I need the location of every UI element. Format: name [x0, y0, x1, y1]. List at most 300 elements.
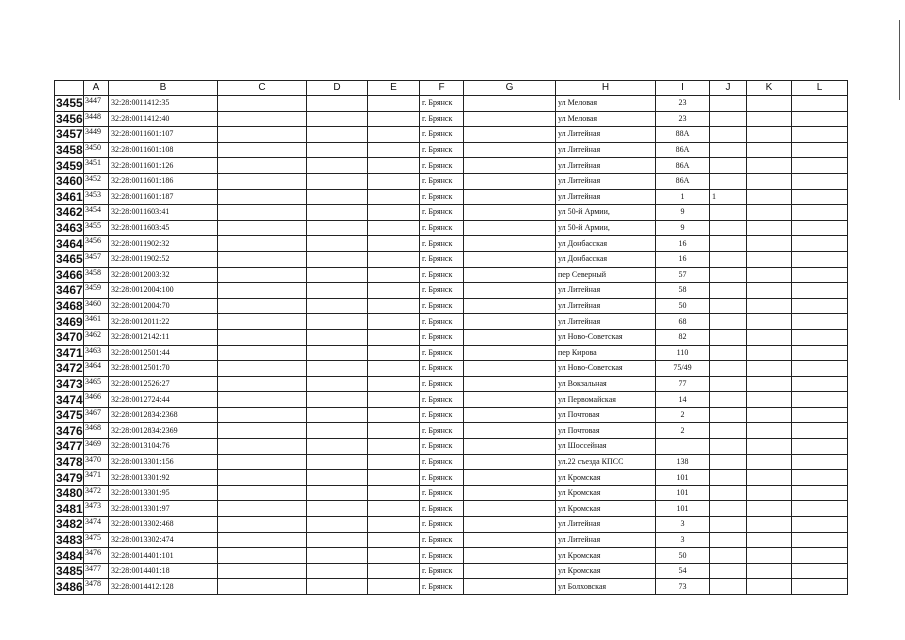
- cell-h-street[interactable]: ул Кромская: [556, 470, 656, 486]
- cell-j[interactable]: [710, 314, 747, 330]
- cell-i-house[interactable]: 88А: [656, 127, 710, 143]
- cell-i-house[interactable]: 101: [656, 485, 710, 501]
- cell-j[interactable]: [710, 236, 747, 252]
- cell-h-street[interactable]: ул Литейная: [556, 173, 656, 189]
- cell-h-street[interactable]: ул Шоссейная: [556, 439, 656, 455]
- cell-k[interactable]: [747, 205, 792, 221]
- cell-c[interactable]: [218, 251, 307, 267]
- column-header-j[interactable]: J: [710, 81, 747, 96]
- cell-l[interactable]: [792, 392, 848, 408]
- cell-j[interactable]: [710, 220, 747, 236]
- cell-f-city[interactable]: г. Брянск: [420, 485, 464, 501]
- cell-j[interactable]: [710, 158, 747, 174]
- cell-e[interactable]: [368, 501, 420, 517]
- cell-g[interactable]: [464, 96, 556, 112]
- cell-h-street[interactable]: ул Кромская: [556, 501, 656, 517]
- cell-j[interactable]: [710, 501, 747, 517]
- cell-d[interactable]: [307, 423, 368, 439]
- column-header-c[interactable]: C: [218, 81, 307, 96]
- cell-d[interactable]: [307, 251, 368, 267]
- cell-c[interactable]: [218, 267, 307, 283]
- cell-k[interactable]: [747, 314, 792, 330]
- cell-c[interactable]: [218, 96, 307, 112]
- cell-h-street[interactable]: ул Вокзальная: [556, 376, 656, 392]
- cell-d[interactable]: [307, 361, 368, 377]
- cell-a[interactable]: 3449: [84, 127, 109, 143]
- cell-f-city[interactable]: г. Брянск: [420, 298, 464, 314]
- cell-d[interactable]: [307, 314, 368, 330]
- cell-c[interactable]: [218, 423, 307, 439]
- cell-i-house[interactable]: 101: [656, 470, 710, 486]
- cell-d[interactable]: [307, 563, 368, 579]
- cell-e[interactable]: [368, 96, 420, 112]
- cell-e[interactable]: [368, 423, 420, 439]
- cell-g[interactable]: [464, 283, 556, 299]
- cell-e[interactable]: [368, 470, 420, 486]
- cell-d[interactable]: [307, 127, 368, 143]
- cell-d[interactable]: [307, 392, 368, 408]
- cell-h-street[interactable]: ул Меловая: [556, 111, 656, 127]
- cell-k[interactable]: [747, 439, 792, 455]
- cell-g[interactable]: [464, 376, 556, 392]
- cell-f-city[interactable]: г. Брянск: [420, 501, 464, 517]
- cell-j[interactable]: [710, 454, 747, 470]
- cell-b-cadastral-number[interactable]: 32:28:0013302:468: [109, 517, 218, 533]
- cell-a[interactable]: 3455: [84, 220, 109, 236]
- cell-l[interactable]: [792, 189, 848, 205]
- cell-a[interactable]: 3465: [84, 376, 109, 392]
- cell-a[interactable]: 3462: [84, 329, 109, 345]
- cell-j[interactable]: [710, 96, 747, 112]
- cell-b-cadastral-number[interactable]: 32:28:0013301:97: [109, 501, 218, 517]
- cell-h-street[interactable]: ул Почтовая: [556, 423, 656, 439]
- cell-f-city[interactable]: г. Брянск: [420, 251, 464, 267]
- cell-j[interactable]: [710, 517, 747, 533]
- cell-k[interactable]: [747, 96, 792, 112]
- cell-e[interactable]: [368, 267, 420, 283]
- column-header-g[interactable]: G: [464, 81, 556, 96]
- cell-b-cadastral-number[interactable]: 32:28:0011601:186: [109, 173, 218, 189]
- row-number[interactable]: 3473: [56, 376, 83, 391]
- cell-h-street[interactable]: ул Литейная: [556, 283, 656, 299]
- row-number[interactable]: 3481: [56, 501, 83, 516]
- row-number[interactable]: 3470: [56, 330, 83, 345]
- cell-g[interactable]: [464, 407, 556, 423]
- cell-f-city[interactable]: г. Брянск: [420, 517, 464, 533]
- cell-k[interactable]: [747, 376, 792, 392]
- row-number[interactable]: 3476: [56, 423, 83, 438]
- cell-j[interactable]: [710, 376, 747, 392]
- cell-e[interactable]: [368, 579, 420, 595]
- cell-l[interactable]: [792, 423, 848, 439]
- cell-f-city[interactable]: г. Брянск: [420, 173, 464, 189]
- cell-g[interactable]: [464, 501, 556, 517]
- cell-b-cadastral-number[interactable]: 32:28:0013301:156: [109, 454, 218, 470]
- cell-g[interactable]: [464, 454, 556, 470]
- cell-i-house[interactable]: 77: [656, 376, 710, 392]
- cell-l[interactable]: [792, 501, 848, 517]
- cell-h-street[interactable]: ул Донбасская: [556, 251, 656, 267]
- cell-i-house[interactable]: 16: [656, 251, 710, 267]
- cell-a[interactable]: 3451: [84, 158, 109, 174]
- cell-i-house[interactable]: 23: [656, 96, 710, 112]
- cell-j[interactable]: [710, 283, 747, 299]
- cell-h-street[interactable]: ул Литейная: [556, 158, 656, 174]
- cell-b-cadastral-number[interactable]: 32:28:0011601:108: [109, 142, 218, 158]
- cell-d[interactable]: [307, 173, 368, 189]
- row-number[interactable]: 3462: [56, 205, 83, 220]
- cell-j[interactable]: [710, 532, 747, 548]
- cell-h-street[interactable]: ул Почтовая: [556, 407, 656, 423]
- cell-i-house[interactable]: 68: [656, 314, 710, 330]
- cell-i-house[interactable]: 57: [656, 267, 710, 283]
- cell-l[interactable]: [792, 158, 848, 174]
- cell-k[interactable]: [747, 236, 792, 252]
- column-header-d[interactable]: D: [307, 81, 368, 96]
- cell-b-cadastral-number[interactable]: 32:28:0014401:18: [109, 563, 218, 579]
- cell-h-street[interactable]: ул Кромская: [556, 485, 656, 501]
- cell-c[interactable]: [218, 142, 307, 158]
- cell-f-city[interactable]: г. Брянск: [420, 189, 464, 205]
- cell-i-house[interactable]: 75/49: [656, 361, 710, 377]
- cell-g[interactable]: [464, 470, 556, 486]
- cell-h-street[interactable]: ул 50-й Армии,: [556, 220, 656, 236]
- cell-k[interactable]: [747, 454, 792, 470]
- cell-d[interactable]: [307, 189, 368, 205]
- cell-f-city[interactable]: г. Брянск: [420, 439, 464, 455]
- cell-i-house[interactable]: 2: [656, 407, 710, 423]
- cell-k[interactable]: [747, 251, 792, 267]
- cell-c[interactable]: [218, 298, 307, 314]
- cell-f-city[interactable]: г. Брянск: [420, 127, 464, 143]
- cell-a[interactable]: 3477: [84, 563, 109, 579]
- cell-h-street[interactable]: ул Литейная: [556, 532, 656, 548]
- cell-b-cadastral-number[interactable]: 32:28:0013301:92: [109, 470, 218, 486]
- cell-g[interactable]: [464, 142, 556, 158]
- cell-a[interactable]: 3466: [84, 392, 109, 408]
- cell-k[interactable]: [747, 470, 792, 486]
- cell-i-house[interactable]: 9: [656, 205, 710, 221]
- cell-g[interactable]: [464, 251, 556, 267]
- cell-f-city[interactable]: г. Брянск: [420, 392, 464, 408]
- cell-c[interactable]: [218, 158, 307, 174]
- cell-b-cadastral-number[interactable]: 32:28:0011412:40: [109, 111, 218, 127]
- cell-l[interactable]: [792, 111, 848, 127]
- cell-f-city[interactable]: г. Брянск: [420, 423, 464, 439]
- cell-e[interactable]: [368, 158, 420, 174]
- cell-b-cadastral-number[interactable]: 32:28:0014401:101: [109, 548, 218, 564]
- cell-h-street[interactable]: ул Кромская: [556, 563, 656, 579]
- cell-l[interactable]: [792, 283, 848, 299]
- cell-a[interactable]: 3474: [84, 517, 109, 533]
- cell-d[interactable]: [307, 329, 368, 345]
- cell-i-house[interactable]: 54: [656, 563, 710, 579]
- cell-b-cadastral-number[interactable]: 32:28:0013301:95: [109, 485, 218, 501]
- cell-a[interactable]: 3472: [84, 485, 109, 501]
- cell-b-cadastral-number[interactable]: 32:28:0012142:11: [109, 329, 218, 345]
- cell-j[interactable]: [710, 111, 747, 127]
- cell-j[interactable]: [710, 251, 747, 267]
- cell-l[interactable]: [792, 563, 848, 579]
- cell-c[interactable]: [218, 548, 307, 564]
- cell-j[interactable]: [710, 345, 747, 361]
- cell-g[interactable]: [464, 329, 556, 345]
- cell-b-cadastral-number[interactable]: 32:28:0011902:32: [109, 236, 218, 252]
- cell-e[interactable]: [368, 392, 420, 408]
- cell-k[interactable]: [747, 485, 792, 501]
- row-number[interactable]: 3460: [56, 174, 83, 189]
- row-number[interactable]: 3485: [56, 564, 83, 579]
- row-number[interactable]: 3457: [56, 127, 83, 142]
- cell-l[interactable]: [792, 579, 848, 595]
- cell-i-house[interactable]: 86А: [656, 142, 710, 158]
- cell-l[interactable]: [792, 314, 848, 330]
- column-header-e[interactable]: E: [368, 81, 420, 96]
- cell-l[interactable]: [792, 470, 848, 486]
- cell-a[interactable]: 3467: [84, 407, 109, 423]
- row-number[interactable]: 3468: [56, 299, 83, 314]
- cell-e[interactable]: [368, 563, 420, 579]
- cell-k[interactable]: [747, 220, 792, 236]
- cell-a[interactable]: 3464: [84, 361, 109, 377]
- cell-j[interactable]: [710, 329, 747, 345]
- cell-j[interactable]: [710, 470, 747, 486]
- cell-i-house[interactable]: 16: [656, 236, 710, 252]
- row-number[interactable]: 3467: [56, 283, 83, 298]
- cell-g[interactable]: [464, 158, 556, 174]
- column-header-f[interactable]: F: [420, 81, 464, 96]
- cell-j[interactable]: [710, 267, 747, 283]
- cell-g[interactable]: [464, 532, 556, 548]
- cell-g[interactable]: [464, 439, 556, 455]
- cell-d[interactable]: [307, 579, 368, 595]
- cell-j[interactable]: [710, 142, 747, 158]
- cell-h-street[interactable]: ул Ново-Советская: [556, 329, 656, 345]
- cell-j[interactable]: [710, 298, 747, 314]
- row-number[interactable]: 3464: [56, 236, 83, 251]
- cell-i-house[interactable]: 14: [656, 392, 710, 408]
- cell-j[interactable]: [710, 361, 747, 377]
- cell-k[interactable]: [747, 579, 792, 595]
- cell-c[interactable]: [218, 563, 307, 579]
- cell-c[interactable]: [218, 470, 307, 486]
- cell-i-house[interactable]: 101: [656, 501, 710, 517]
- cell-l[interactable]: [792, 485, 848, 501]
- cell-h-street[interactable]: пер Северный: [556, 267, 656, 283]
- cell-e[interactable]: [368, 345, 420, 361]
- cell-k[interactable]: [747, 392, 792, 408]
- cell-c[interactable]: [218, 361, 307, 377]
- cell-d[interactable]: [307, 111, 368, 127]
- cell-e[interactable]: [368, 485, 420, 501]
- cell-f-city[interactable]: г. Брянск: [420, 111, 464, 127]
- row-number[interactable]: 3461: [56, 189, 83, 204]
- cell-c[interactable]: [218, 376, 307, 392]
- cell-b-cadastral-number[interactable]: 32:28:0012004:70: [109, 298, 218, 314]
- cell-g[interactable]: [464, 517, 556, 533]
- cell-d[interactable]: [307, 298, 368, 314]
- cell-a[interactable]: 3460: [84, 298, 109, 314]
- cell-a[interactable]: 3470: [84, 454, 109, 470]
- cell-f-city[interactable]: г. Брянск: [420, 407, 464, 423]
- cell-b-cadastral-number[interactable]: 32:28:0011902:52: [109, 251, 218, 267]
- column-header-k[interactable]: K: [747, 81, 792, 96]
- cell-i-house[interactable]: 86А: [656, 158, 710, 174]
- cell-g[interactable]: [464, 111, 556, 127]
- column-header-a[interactable]: A: [84, 81, 109, 96]
- cell-g[interactable]: [464, 579, 556, 595]
- cell-d[interactable]: [307, 407, 368, 423]
- cell-f-city[interactable]: г. Брянск: [420, 454, 464, 470]
- cell-b-cadastral-number[interactable]: 32:28:0012011:22: [109, 314, 218, 330]
- cell-d[interactable]: [307, 220, 368, 236]
- cell-a[interactable]: 3469: [84, 439, 109, 455]
- cell-f-city[interactable]: г. Брянск: [420, 548, 464, 564]
- cell-f-city[interactable]: г. Брянск: [420, 563, 464, 579]
- cell-e[interactable]: [368, 220, 420, 236]
- cell-c[interactable]: [218, 439, 307, 455]
- cell-l[interactable]: [792, 376, 848, 392]
- cell-f-city[interactable]: г. Брянск: [420, 361, 464, 377]
- cell-j[interactable]: [710, 392, 747, 408]
- cell-d[interactable]: [307, 376, 368, 392]
- row-number[interactable]: 3471: [56, 345, 83, 360]
- cell-f-city[interactable]: г. Брянск: [420, 314, 464, 330]
- cell-i-house[interactable]: 2: [656, 423, 710, 439]
- cell-e[interactable]: [368, 251, 420, 267]
- cell-a[interactable]: 3463: [84, 345, 109, 361]
- cell-i-house[interactable]: 138: [656, 454, 710, 470]
- cell-h-street[interactable]: ул Литейная: [556, 314, 656, 330]
- cell-g[interactable]: [464, 314, 556, 330]
- cell-j[interactable]: [710, 205, 747, 221]
- cell-j[interactable]: [710, 127, 747, 143]
- row-number[interactable]: 3469: [56, 314, 83, 329]
- cell-b-cadastral-number[interactable]: 32:28:0012501:44: [109, 345, 218, 361]
- cell-l[interactable]: [792, 298, 848, 314]
- cell-j[interactable]: [710, 485, 747, 501]
- cell-k[interactable]: [747, 329, 792, 345]
- cell-l[interactable]: [792, 236, 848, 252]
- row-number[interactable]: 3465: [56, 252, 83, 267]
- cell-f-city[interactable]: г. Брянск: [420, 158, 464, 174]
- cell-j[interactable]: [710, 548, 747, 564]
- cell-c[interactable]: [218, 173, 307, 189]
- cell-k[interactable]: [747, 563, 792, 579]
- cell-l[interactable]: [792, 439, 848, 455]
- row-number[interactable]: 3484: [56, 548, 83, 563]
- cell-b-cadastral-number[interactable]: 32:28:0011603:41: [109, 205, 218, 221]
- cell-f-city[interactable]: г. Брянск: [420, 532, 464, 548]
- cell-d[interactable]: [307, 548, 368, 564]
- row-number[interactable]: 3474: [56, 392, 83, 407]
- cell-d[interactable]: [307, 267, 368, 283]
- cell-k[interactable]: [747, 111, 792, 127]
- cell-j[interactable]: 1: [710, 189, 747, 205]
- cell-c[interactable]: [218, 517, 307, 533]
- cell-c[interactable]: [218, 501, 307, 517]
- cell-a[interactable]: 3478: [84, 579, 109, 595]
- cell-h-street[interactable]: ул.22 съезда КПСС: [556, 454, 656, 470]
- cell-g[interactable]: [464, 173, 556, 189]
- cell-h-street[interactable]: ул Болховская: [556, 579, 656, 595]
- cell-c[interactable]: [218, 345, 307, 361]
- cell-b-cadastral-number[interactable]: 32:28:0011603:45: [109, 220, 218, 236]
- row-number[interactable]: 3479: [56, 470, 83, 485]
- cell-b-cadastral-number[interactable]: 32:28:0012724:44: [109, 392, 218, 408]
- cell-h-street[interactable]: ул Донбасская: [556, 236, 656, 252]
- cell-i-house[interactable]: 82: [656, 329, 710, 345]
- cell-f-city[interactable]: г. Брянск: [420, 470, 464, 486]
- cell-d[interactable]: [307, 96, 368, 112]
- cell-e[interactable]: [368, 173, 420, 189]
- cell-g[interactable]: [464, 423, 556, 439]
- row-number[interactable]: 3483: [56, 532, 83, 547]
- cell-e[interactable]: [368, 142, 420, 158]
- cell-b-cadastral-number[interactable]: 32:28:0011601:126: [109, 158, 218, 174]
- row-number[interactable]: 3458: [56, 143, 83, 158]
- cell-g[interactable]: [464, 361, 556, 377]
- cell-e[interactable]: [368, 189, 420, 205]
- cell-a[interactable]: 3456: [84, 236, 109, 252]
- cell-j[interactable]: [710, 439, 747, 455]
- cell-l[interactable]: [792, 407, 848, 423]
- column-header-l[interactable]: L: [792, 81, 848, 96]
- cell-i-house[interactable]: 50: [656, 298, 710, 314]
- row-number[interactable]: 3475: [56, 408, 83, 423]
- cell-i-house[interactable]: 3: [656, 517, 710, 533]
- corner-cell[interactable]: [55, 81, 84, 96]
- cell-a[interactable]: 3468: [84, 423, 109, 439]
- cell-k[interactable]: [747, 283, 792, 299]
- cell-a[interactable]: 3457: [84, 251, 109, 267]
- cell-g[interactable]: [464, 548, 556, 564]
- cell-i-house[interactable]: 58: [656, 283, 710, 299]
- cell-g[interactable]: [464, 298, 556, 314]
- cell-k[interactable]: [747, 189, 792, 205]
- cell-a[interactable]: 3476: [84, 548, 109, 564]
- cell-b-cadastral-number[interactable]: 32:28:0014412:128: [109, 579, 218, 595]
- row-number[interactable]: 3463: [56, 221, 83, 236]
- row-number[interactable]: 3478: [56, 454, 83, 469]
- row-number[interactable]: 3486: [56, 579, 83, 594]
- cell-e[interactable]: [368, 454, 420, 470]
- column-header-h[interactable]: H: [556, 81, 656, 96]
- cell-e[interactable]: [368, 127, 420, 143]
- row-number[interactable]: 3459: [56, 158, 83, 173]
- cell-k[interactable]: [747, 361, 792, 377]
- cell-c[interactable]: [218, 579, 307, 595]
- cell-g[interactable]: [464, 563, 556, 579]
- cell-b-cadastral-number[interactable]: 32:28:0013104:76: [109, 439, 218, 455]
- cell-b-cadastral-number[interactable]: 32:28:0011601:187: [109, 189, 218, 205]
- cell-i-house[interactable]: 86А: [656, 173, 710, 189]
- cell-e[interactable]: [368, 111, 420, 127]
- cell-l[interactable]: [792, 142, 848, 158]
- cell-c[interactable]: [218, 220, 307, 236]
- cell-e[interactable]: [368, 236, 420, 252]
- cell-k[interactable]: [747, 142, 792, 158]
- cell-k[interactable]: [747, 345, 792, 361]
- cell-k[interactable]: [747, 158, 792, 174]
- row-number[interactable]: 3477: [56, 439, 83, 454]
- cell-i-house[interactable]: 50: [656, 548, 710, 564]
- cell-l[interactable]: [792, 532, 848, 548]
- cell-k[interactable]: [747, 407, 792, 423]
- cell-f-city[interactable]: г. Брянск: [420, 376, 464, 392]
- cell-h-street[interactable]: ул 50-й Армии,: [556, 205, 656, 221]
- row-number[interactable]: 3456: [56, 111, 83, 126]
